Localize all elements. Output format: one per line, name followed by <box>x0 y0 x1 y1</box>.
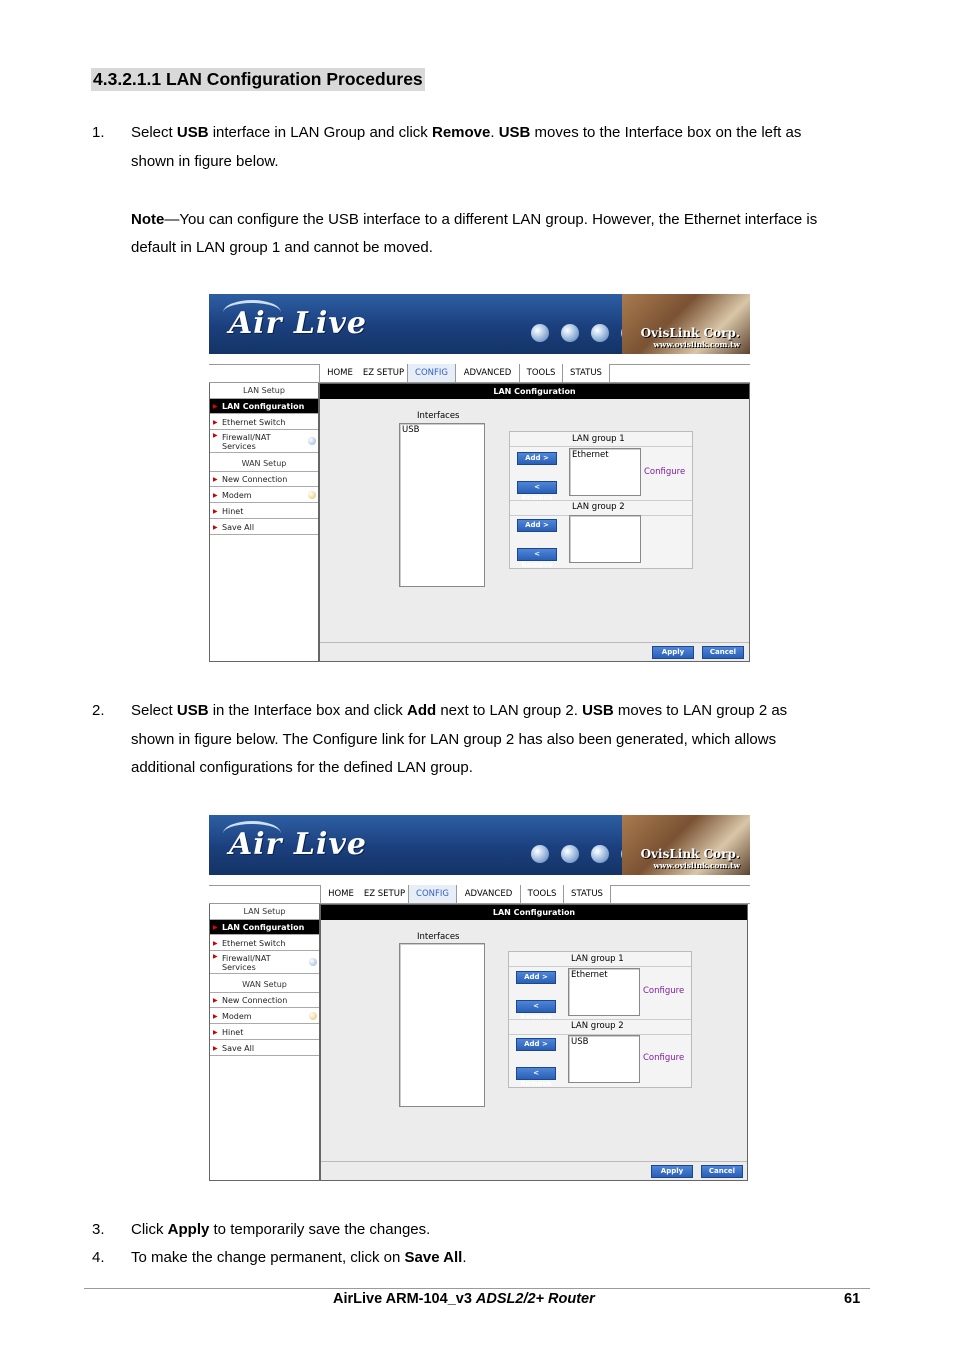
sidebar-header-wan-setup: WAN Setup <box>210 977 319 993</box>
sidebar-item-new-connection[interactable]: ▶ New Connection <box>210 472 318 487</box>
step-4-text: To make the change permanent, click on Save All. <box>131 1249 467 1266</box>
sidebar-item-save-all[interactable]: ▶ Save All <box>210 520 318 535</box>
sidebar <box>209 383 319 662</box>
nav-tools[interactable]: TOOLS <box>521 885 564 903</box>
sidebar-item-new-connection[interactable]: ▶ New Connection <box>210 993 319 1008</box>
lan-group-2-label: LAN group 2 <box>572 502 625 512</box>
lan-groups-box <box>508 951 692 1088</box>
info-icon <box>308 437 316 445</box>
globe-icon <box>591 324 609 342</box>
lan-group-1-listbox[interactable]: Ethernet <box>568 968 640 1016</box>
step-2-text-line3: additional configurations for the defined LAN group. <box>131 759 473 776</box>
nav-status[interactable]: STATUS <box>563 364 610 382</box>
sidebar-item-hinet[interactable]: ▶ Hinet <box>210 1025 319 1040</box>
sidebar-item-modem[interactable]: ▶ Modem <box>210 1009 319 1024</box>
add-button-group-2[interactable]: Add > <box>516 1038 556 1051</box>
nav-advanced[interactable]: ADVANCED <box>456 364 520 382</box>
sidebar-item-firewall-nat[interactable]: ▶ Firewall/NAT Services <box>210 952 319 974</box>
action-row <box>321 1161 747 1180</box>
globe-icon <box>561 324 579 342</box>
info-icon <box>308 491 316 499</box>
page-number: 61 <box>844 1291 861 1307</box>
sidebar-item-modem[interactable]: ▶ Modem <box>210 488 318 503</box>
router-screenshot-1 <box>209 294 750 662</box>
content-panel <box>319 383 750 662</box>
step-number: 3. <box>92 1221 105 1238</box>
sidebar-header-lan-setup: LAN Setup <box>210 383 318 399</box>
remove-button-group-1[interactable]: < Remove <box>516 1000 556 1013</box>
globe-icon <box>531 845 549 863</box>
step-2-text: Select USB in the Interface box and click Add next to LAN group 2. USB moves to LAN group 2 as <box>131 702 788 719</box>
globe-icon <box>561 845 579 863</box>
sidebar-header-wan-setup: WAN Setup <box>210 456 318 472</box>
add-button-group-2[interactable]: Add > <box>517 519 557 532</box>
remove-button-group-1[interactable]: < Remove <box>517 481 557 494</box>
step-1-text: Select USB interface in LAN Group and click Remove. USB moves to the Interface box on the left as <box>131 124 802 141</box>
lan-group-2-label: LAN group 2 <box>571 1021 624 1031</box>
interfaces-listbox[interactable] <box>399 943 485 1107</box>
step-3-text: Click Apply to temporarily save the changes. <box>131 1221 431 1238</box>
top-nav <box>209 364 750 383</box>
nav-ez-setup[interactable]: EZ SETUP <box>361 885 409 903</box>
note-text-line2: default in LAN group 1 and cannot be moved. <box>131 239 433 256</box>
step-2-text-line2: shown in figure below. The Configure link for LAN group 2 has also been generated, which allows <box>131 731 777 748</box>
footer-divider <box>84 1288 870 1289</box>
step-1-text-line2: shown in figure below. <box>131 153 279 170</box>
interfaces-listbox[interactable]: USB <box>399 423 485 587</box>
apply-button[interactable]: Apply <box>652 646 694 659</box>
cancel-button[interactable]: Cancel <box>701 1165 743 1178</box>
add-button-group-1[interactable]: Add > <box>516 971 556 984</box>
nav-status[interactable]: STATUS <box>564 885 611 903</box>
interfaces-label: Interfaces <box>417 411 460 421</box>
lan-group-1-label: LAN group 1 <box>571 954 624 964</box>
lan-group-1-label: LAN group 1 <box>572 434 625 444</box>
info-icon <box>309 958 317 966</box>
nav-advanced[interactable]: ADVANCED <box>457 885 521 903</box>
nav-tools[interactable]: TOOLS <box>520 364 563 382</box>
section-heading: 4.3.2.1.1 LAN Configuration Procedures <box>93 69 423 89</box>
sidebar-item-lan-configuration[interactable]: ▶ LAN Configuration <box>210 920 319 935</box>
interfaces-label: Interfaces <box>417 932 460 942</box>
nav-home[interactable]: HOME <box>319 364 361 382</box>
nav-config[interactable]: CONFIG <box>409 885 457 903</box>
note-text: Note—You can configure the USB interface to a different LAN group. However, the Ethernet interface is <box>131 211 818 228</box>
airlive-logo: Air Live <box>229 306 367 341</box>
apply-button[interactable]: Apply <box>651 1165 693 1178</box>
info-icon <box>309 1012 317 1020</box>
sidebar-item-save-all[interactable]: ▶ Save All <box>210 1041 319 1056</box>
sidebar <box>209 904 320 1181</box>
content-panel <box>320 904 748 1181</box>
ovislink-logo: OvisLink Corp. www.ovislink.com.tw <box>640 326 740 349</box>
lan-group-1-listbox[interactable]: Ethernet <box>569 448 641 496</box>
nav-config[interactable]: CONFIG <box>408 364 456 382</box>
sidebar-item-firewall-nat[interactable]: ▶ Firewall/NAT Services <box>210 431 318 453</box>
sidebar-item-ethernet-switch[interactable]: ▶ Ethernet Switch <box>210 415 318 430</box>
add-button-group-1[interactable]: Add > <box>517 452 557 465</box>
sidebar-item-hinet[interactable]: ▶ Hinet <box>210 504 318 519</box>
step-number: 4. <box>92 1249 105 1266</box>
configure-link-group-1[interactable]: Configure <box>644 467 686 477</box>
nav-ez-setup[interactable]: EZ SETUP <box>360 364 408 382</box>
globe-icon <box>531 324 549 342</box>
configure-link-group-1[interactable]: Configure <box>643 986 685 996</box>
globe-icon <box>591 845 609 863</box>
sidebar-header-lan-setup: LAN Setup <box>210 904 319 920</box>
router-banner <box>209 815 750 875</box>
lan-groups-box <box>509 431 693 569</box>
configure-link-group-2[interactable]: Configure <box>643 1053 685 1063</box>
router-banner <box>209 294 750 354</box>
footer-title: AirLive ARM-104_v3 ADSL2/2+ Router <box>333 1291 595 1307</box>
action-row <box>320 642 749 661</box>
sidebar-item-lan-configuration[interactable]: ▶ LAN Configuration <box>210 399 318 414</box>
airlive-logo: Air Live <box>229 827 367 862</box>
cancel-button[interactable]: Cancel <box>702 646 744 659</box>
remove-button-group-2[interactable]: < Remove <box>517 548 557 561</box>
step-number: 1. <box>92 124 105 141</box>
sidebar-item-ethernet-switch[interactable]: ▶ Ethernet Switch <box>210 936 319 951</box>
content-title: LAN Configuration <box>320 384 749 399</box>
router-screenshot-2 <box>209 815 750 1181</box>
top-nav <box>209 885 750 904</box>
content-title: LAN Configuration <box>321 905 747 920</box>
lan-group-2-listbox[interactable]: USB <box>568 1035 640 1083</box>
step-number: 2. <box>92 702 105 719</box>
lan-group-2-listbox[interactable] <box>569 515 641 563</box>
ovislink-logo: OvisLink Corp. www.ovislink.com.tw <box>640 847 740 870</box>
nav-home[interactable]: HOME <box>320 885 362 903</box>
remove-button-group-2[interactable]: < Remove <box>516 1067 556 1080</box>
